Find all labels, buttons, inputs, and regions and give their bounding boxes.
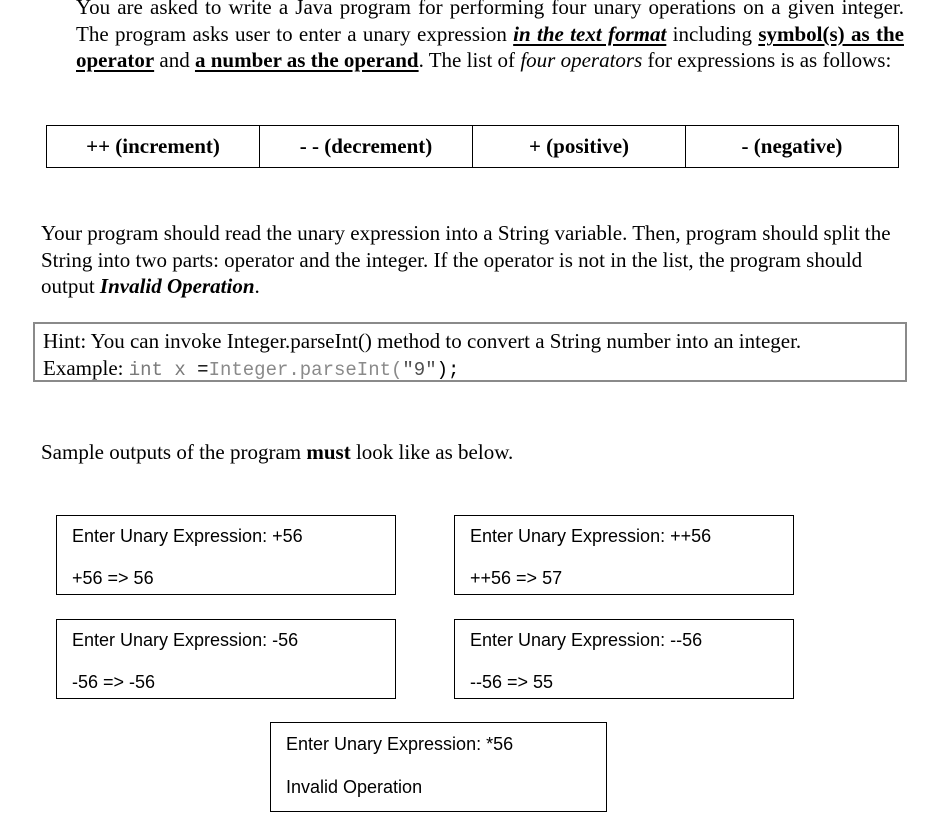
hint-example-label: Example:: [43, 356, 129, 380]
hint-box: [33, 322, 907, 382]
sample-result: --56 => 55: [470, 672, 554, 692]
intro-text-4: . The list of: [418, 48, 521, 72]
sample-output-box: [454, 515, 794, 595]
intro-text-1: You are asked to write a Java program for performing four unary operations on a given integer. The program asks user to enter a unary expression: [76, 0, 904, 46]
sample-output-box: [454, 619, 794, 699]
intro-text-3: and: [154, 48, 195, 72]
sample-prompt: Enter Unary Expression: +56: [72, 526, 303, 546]
operator-decrement-cell: - - (decrement): [260, 126, 473, 168]
sample-result: +56 => 56: [72, 568, 154, 588]
intro-emphasis-four-operators: four operators: [520, 48, 643, 72]
sample-prompt: Enter Unary Expression: --56: [470, 630, 703, 650]
operator-positive-cell: + (positive): [473, 126, 686, 168]
intro-paragraph: [76, 0, 904, 74]
code-method-call: Integer.parseInt(: [208, 359, 403, 381]
sample-prompt: Enter Unary Expression: *56: [286, 734, 514, 754]
hint-line: Hint: You can invoke Integer.parseInt() method to convert a String number into an integer.: [43, 329, 802, 353]
sample-prompt: Enter Unary Expression: ++56: [470, 526, 712, 546]
sample-prompt: Enter Unary Expression: -56: [72, 630, 299, 650]
instructions-paragraph: [41, 220, 896, 300]
samples-heading-post: look like as below.: [350, 440, 514, 464]
operators-table: [46, 125, 899, 168]
sample-output-box: [56, 619, 396, 699]
instructions-text: Your program should read the unary expression into a String variable. Then, program should split the String into two parts: operator and the integer. If the operator is not in the list, the program should output: [41, 221, 891, 298]
hint-example-line: [43, 355, 905, 384]
operator-negative-cell: - (negative): [686, 126, 899, 168]
code-end: );: [436, 359, 460, 381]
sample-result: -56 => -56: [72, 672, 156, 692]
operators-row: [47, 126, 899, 168]
samples-heading-pre: Sample outputs of the program: [41, 440, 307, 464]
code-equals: =: [197, 359, 209, 381]
sample-result: Invalid Operation: [286, 777, 423, 797]
samples-heading: [41, 440, 513, 465]
samples-heading-bold: must: [306, 440, 351, 464]
sample-result: ++56 => 57: [470, 568, 563, 588]
intro-emphasis-operand: a number as the operand: [194, 48, 419, 72]
code-string-literal: "9": [402, 359, 437, 381]
operator-increment-cell: ++ (increment): [47, 126, 260, 168]
intro-text-2: including: [666, 21, 759, 46]
instructions-end: .: [254, 274, 260, 298]
invalid-operation-emphasis: Invalid Operation: [99, 274, 255, 298]
intro-text-5: for expressions is as follows:: [642, 48, 892, 72]
intro-emphasis-text-format: in the text format: [513, 21, 667, 46]
sample-output-box: [56, 515, 396, 595]
sample-output-box: [270, 722, 607, 812]
intro-emphasis-operator: symbol(s) as the operator: [76, 21, 904, 72]
code-keyword: int x: [128, 359, 198, 381]
